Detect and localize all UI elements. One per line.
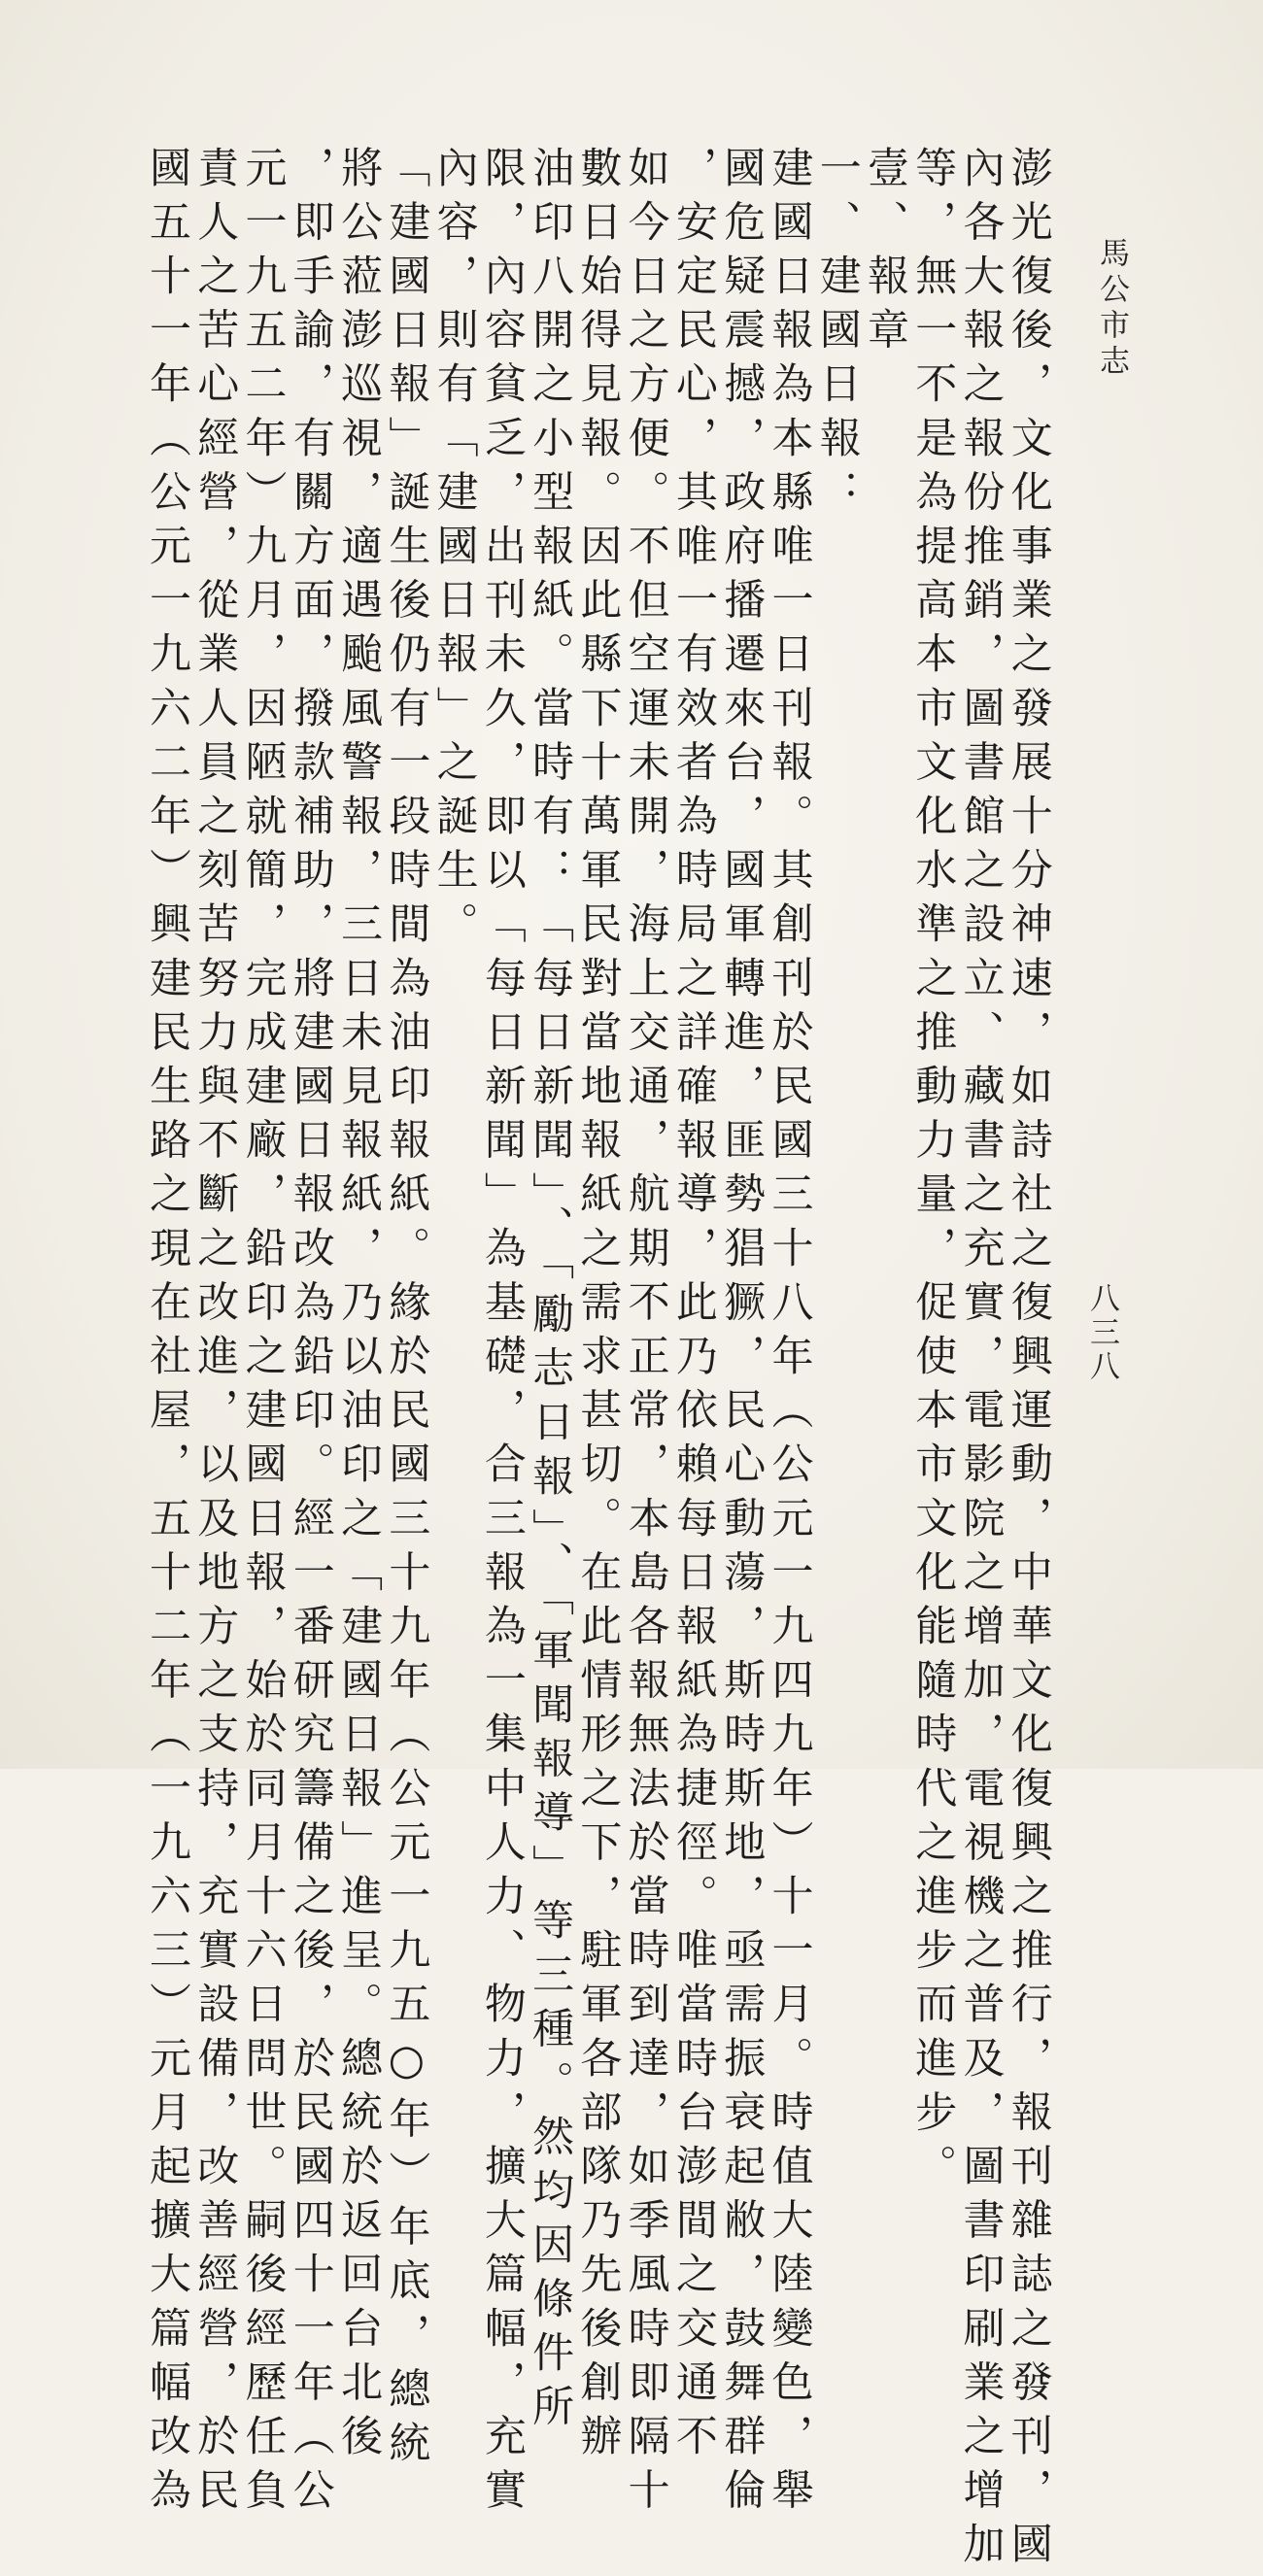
- text-column: 油印八開之小型報紙。當時有：「每日新聞」、「勵志日報」、「軍聞報導」等三種。然均因條件所: [526, 146, 575, 2439]
- text-column: ，即手諭，有關方面，撥款補助，將建國日報改為鉛印。經一番研究籌備之後，於民國四十一年︵公: [286, 146, 335, 2523]
- subsection-heading: 一、建國日報：: [812, 146, 862, 525]
- text-column: 數日始得見報。因此縣下十萬軍民對當地報紙之需求甚切。在此情形之下，駐軍各部隊乃先後創辦: [573, 146, 623, 2468]
- text-column: 內容，則有「建國日報」之誕生。: [429, 146, 479, 956]
- text-column: 建國日報為本縣唯一日刊報。其創刊於民國三十八年︵公元一九四九年︶十一月。時值大陸變色，舉: [765, 146, 814, 2523]
- text-column: 內各大報之報份推銷，圖書館之設立、藏書之充實，電影院之增加，電視機之普及，圖書印刷業之增加: [956, 146, 1006, 2576]
- text-column: ，安定民心，其唯一有效者為時局之詳確報導，此乃依賴每日報紙為捷徑。唯當時台澎間之交通不: [668, 146, 718, 2468]
- text-column: 責人之苦心經營，從業人員之刻苦努力與不斷之改進，以及地方之支持，充實設備，改善經營，於民: [190, 146, 240, 2523]
- book-title: 馬公市志: [1094, 237, 1129, 381]
- section-heading: 壹、報章: [860, 146, 909, 362]
- text-column: 將公蒞澎巡視，適遇颱風警報，三日未見報紙，乃以油印之「建國日報」進呈。總統於返回台北後: [334, 146, 384, 2468]
- text-column: 澎光復後，文化事業之發展十分神速，如詩社之復興運動，中華文化復興之推行，報刊雜誌之發刊，國: [1004, 146, 1053, 2576]
- page-number: 八三八: [1084, 1282, 1119, 1384]
- text-column: 國五十一年︵公元一九六二年︶興建民生路之現在社屋，五十二年︵一九六三︶元月起擴大篇幅改為: [143, 146, 191, 2523]
- text-column: 國危疑震撼，政府播遷來台，國軍轉進，匪勢猖獗，民心動蕩，斯時斯地，亟需振衰起敝，鼓舞群倫: [717, 146, 767, 2523]
- body-text: [143, 146, 1053, 2576]
- text-column: 等，無一不是為提高本市文化水準之推動力量，促使本市文化能隨時代之進步而進步。: [908, 146, 958, 2198]
- text-column: 元一九五二年︶九月，因陋就簡，完成建廠，鉛印之建國日報，始於同月十六日問世。嗣後經歷任負: [238, 146, 288, 2523]
- text-column: 限，內容貧乏，出刊未久，即以「每日新聞」為基礎，合三報為一集中人力、物力，擴大篇幅，充實: [477, 146, 527, 2523]
- text-column: 「建國日報」誕生後仍有一段時間為油印報紙。緣於民國三十九年︵公元一九五○年︶年底，總統: [382, 146, 431, 2475]
- text-column: 如今日之方便。不但空運未開，海上交通，航期不正常，本島各報無法於當時到達，如季風時即隔十: [621, 146, 670, 2523]
